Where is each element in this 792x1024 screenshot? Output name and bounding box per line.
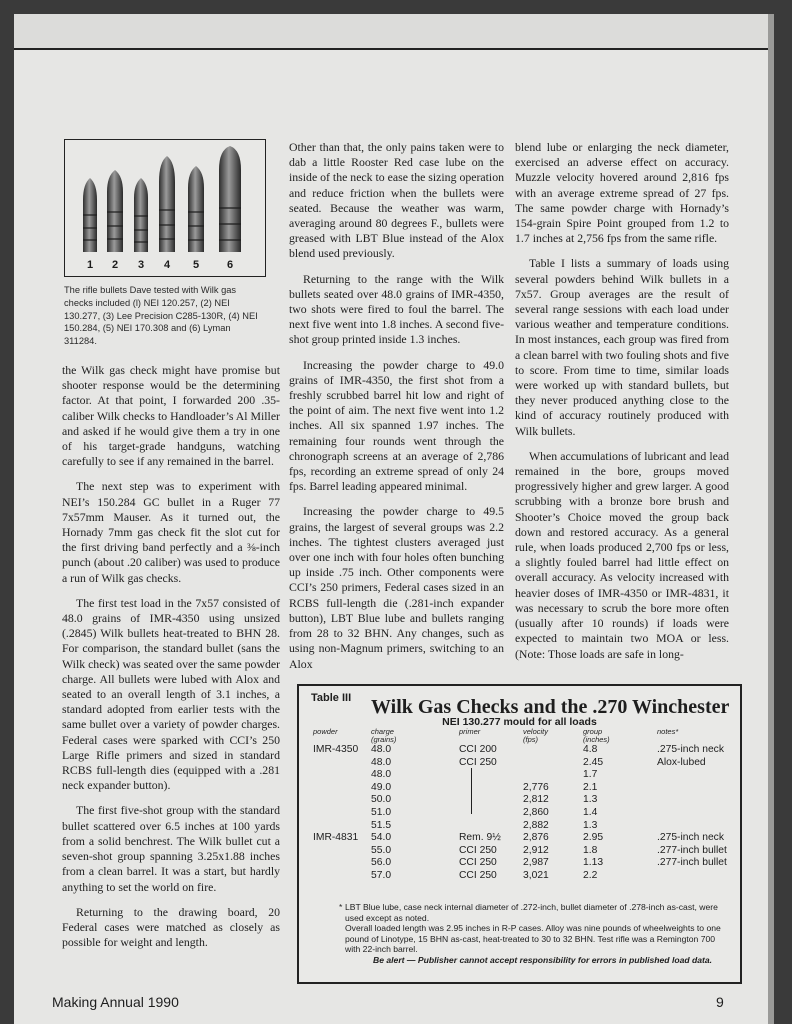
bullet-6 (219, 146, 241, 252)
table-subtitle: NEI 130.277 mould for all loads (442, 716, 597, 728)
bullet-number-1: 1 (86, 259, 94, 271)
header-notes: notes* (657, 727, 679, 736)
table-row (299, 782, 740, 794)
bullet-illustration (65, 140, 265, 276)
header-charge (371, 728, 396, 744)
table-row (299, 870, 740, 882)
page-edge-shadow (768, 14, 774, 1024)
paragraph: Table I lists a summary of loads using several powders behind Wilk bullets in a 7x57. Group averages are the result of several range sessions with each load under various weather and temperature conditions. In most instances, each group was fired from a clean barrel with two fouling shots and five to score. From time to time, similar loads were worked up with standard bullets, but they never produced anything close to the kind of accuracy routinely produced with Wilk bullets. (515, 256, 729, 438)
bullet-number-6: 6 (226, 259, 234, 271)
cell-velocity: 2,912 (523, 844, 549, 856)
cell-charge: 48.0 (371, 744, 392, 755)
cell-velocity: 2,776 (523, 781, 549, 793)
cell-primer: CCI 250 (459, 857, 497, 869)
table-row (299, 757, 740, 769)
paragraph: the Wilk gas check might have promise but shooter response would be the determining factor. At that point, I forwarded 200 .35-caliber Wilk checks to Handloader’s Al Miller and asked if he would give them a try in one of his target-grade handguns, watching carefully to see if any remained in the barrel. (62, 363, 280, 469)
header-group (583, 728, 610, 744)
cell-notes: .275-inch neck (657, 832, 724, 844)
paragraph: The next step was to experiment with NEI’s 150.284 GC bullet in a Ruger 77 7x57mm Mauser. As it turned out, the Hornady 7mm gas check fit the slot cut for the first driving band perfectly and a ⅜-inch punch (about .20 caliber) was used to produce a run of Wilk gas checks. (62, 479, 280, 585)
cell-notes: .277-inch bullet (657, 857, 727, 869)
table-row (299, 807, 740, 819)
bullet-3 (134, 178, 148, 252)
text-column-2 (289, 140, 504, 682)
cell-notes: .277-inch bullet (657, 844, 727, 856)
cell-group: 2.45 (583, 756, 604, 768)
header-charge-unit: (grains) (371, 735, 397, 744)
table-row (299, 820, 740, 832)
cell-primer: CCI 250 (459, 870, 497, 881)
bullet-number-4: 4 (163, 259, 171, 271)
bullet-4 (159, 156, 175, 252)
table-row (299, 744, 740, 756)
header-group-unit: (inches) (583, 735, 610, 744)
paragraph: Returning to the drawing board, 20 Federal cases were matched as closely as possible for weight and length. (62, 904, 280, 950)
footnote-2: Overall loaded length was 2.95 inches in R-P cases. Alloy was nine pounds of wheelweights to one pound of Linotype, 15 BHN as-cast, heat-treated to 30 to 32 BHN. Test rifle was a Remington 700 with 22-inch barrel. (345, 923, 721, 955)
bullet-number-5: 5 (192, 259, 200, 271)
header-group-label: group (583, 727, 603, 736)
bullet-photo (64, 139, 266, 277)
paragraph: When accumulations of lubricant and lead remained in the bore, groups moved progressively higher and grew larger. A good scrubbing with a bronze bore brush and Shooter’s Choice moved the group back down and restored accuracy. As a general rule, when loads produced 2,700 fps or less, a slightly fouled barrel had little effect on overall accuracy. As velocity increased with heavier doses of IMR-4350 or IMR-4831, it was necessary to scrub the bore more often (usually after 10 rounds) if loads were expected to maintain two MOA or less. (Note: Those loads are safe in long- (515, 448, 729, 661)
cell-powder: IMR-4831 (313, 832, 359, 844)
cell-charge: 54.0 (371, 832, 392, 844)
footnote-mark: * (339, 902, 343, 912)
cell-group: 1.13 (583, 857, 604, 869)
table-row (299, 832, 740, 844)
cell-velocity: 2,812 (523, 794, 549, 806)
cell-primer: CCI 200 (459, 744, 497, 755)
paragraph: Increasing the powder charge to 49.0 grains of IMR-4350, the first shot from a freshly scrubbed barrel hit low and right of the point of aim. The next five went into 1.2 inches. All six spanned 1.97 inches. The remaining four rounds went through the chronograph screens at an average of 2,786 fps, recording an extreme spread of only 24 fps. Barrel leading appeared minimal. (289, 357, 504, 494)
header-powder: powder (313, 727, 338, 736)
cell-velocity: 2,882 (523, 819, 549, 831)
paragraph: Returning to the range with the Wilk bullets seated over 48.0 grains of IMR-4350, two shots were fired to foul the barrel. The next five went into 1.8 inches. A second five-shot group printed inside 1.3 inches. (289, 271, 504, 347)
table-row (299, 845, 740, 857)
cell-group: 2.95 (583, 832, 604, 844)
cell-charge: 51.0 (371, 807, 392, 818)
footnote-1: LBT Blue lube, case neck internal diameter of .272-inch, bullet diameter of .278-inch as-cast, were used except as noted. (345, 902, 718, 923)
cell-group: 1.3 (583, 794, 598, 806)
cell-velocity: 2,860 (523, 807, 549, 818)
header-primer: primer (459, 727, 481, 736)
cell-group: 1.7 (583, 769, 598, 781)
cell-primer: CCI 250 (459, 756, 497, 768)
magazine-page (14, 14, 774, 1024)
cell-charge: 48.0 (371, 769, 392, 781)
cell-charge: 50.0 (371, 794, 392, 806)
cell-charge: 51.5 (371, 819, 392, 831)
table-label: Table III (311, 692, 352, 704)
paragraph: The first five-shot group with the standard bullet scattered over 6.5 inches at 100 yards from a solid benchrest. The Wilk bullet cut a seven-shot group spanning 3.25x1.88 inches from a clean barrel. It was a start, but hardly anything to set the world on fire. (62, 803, 280, 894)
page-number: 9 (716, 994, 724, 1010)
load-data-table (297, 684, 742, 984)
cell-group: 2.1 (583, 781, 598, 793)
cell-charge: 48.0 (371, 756, 392, 768)
table-footnotes (339, 902, 725, 966)
text-column-3 (515, 140, 729, 672)
cell-group: 1.4 (583, 807, 598, 818)
bullet-number-2: 2 (111, 259, 119, 271)
photo-caption: The rifle bullets Dave tested with Wilk gas checks included (l) NEI 120.257, (2) NEI 130.277, (3) Lee Precision C285-130R, (4) NEI 150.284, (5) NEI 170.308 and (6) Lyman 311284. (64, 285, 258, 347)
header-rule (14, 48, 774, 50)
cell-group: 1.8 (583, 844, 598, 856)
cell-velocity: 2,876 (523, 832, 549, 844)
text-column-1 (62, 363, 280, 960)
cell-group: 2.2 (583, 870, 598, 881)
header-velocity-unit: (fps) (523, 735, 538, 744)
cell-charge: 56.0 (371, 857, 392, 869)
header-velocity-label: velocity (523, 727, 549, 736)
cell-velocity: 2,987 (523, 857, 549, 869)
cell-velocity: 3,021 (523, 870, 549, 881)
cell-notes: .275-inch neck (657, 744, 724, 755)
publication-footer: Making Annual 1990 (52, 994, 179, 1010)
cell-group: 4.8 (583, 744, 598, 755)
paragraph: Other than that, the only pains taken were to dab a little Rooster Red case lube on the inside of the neck to ease the sizing operation and reduce friction when the bullets were seated. Because the weather was warm, averaging around 80 degrees F., bullets were greased with LBT Blue instead of the Alox blend used previously. (289, 140, 504, 261)
table-row (299, 857, 740, 869)
paragraph: blend lube or enlarging the neck diameter, exercised an adverse effect on accuracy. Muzzle velocity hovered around 2,816 fps with an average extreme spread of 27 fps. The same powder charge with Hornady’s 154-grain Spire Point grouped from 1.2 to 1.7 inches at 2,756 fps from the same rifle. (515, 140, 729, 246)
bullet-2 (107, 170, 123, 252)
page-top-band (14, 14, 774, 48)
cell-primer: Rem. 9½ (459, 832, 501, 844)
cell-charge: 55.0 (371, 844, 392, 856)
cell-charge: 57.0 (371, 870, 392, 881)
bullet-5 (188, 166, 204, 252)
cell-notes: Alox-lubed (657, 756, 706, 768)
paragraph: Increasing the powder charge to 49.5 grains, the largest of several groups was 2.2 inches. The tightest clusters averaged just over one inch with four holes often bunching up inside .75 inch. Other components were CCI’s 250 primers, Federal cases sized in an RCBS full-length die (.281-inch expander button), LBT Blue lube and bullets ranging from 28 to 32 BHN. Any changes, such as using non-Magnum primers, switching to an Alox (289, 504, 504, 671)
header-velocity (523, 728, 548, 744)
cell-group: 1.3 (583, 819, 598, 831)
table-title: Wilk Gas Checks and the .270 Winchester (371, 696, 730, 718)
cell-charge: 49.0 (371, 781, 392, 793)
paragraph: The first test load in the 7x57 consisted of 48.0 grains of IMR-4350 using unsized (.2845) Wilk bullets heat-treated to BHN 28. For comparison, the standard bullet (sans the Wilk check) was seated over the same powder charge. All bullets were lubed with Alox and seated to an overall length of 3.1 inches, a standard adopted from earlier tests with the same bullet over a variety of powder charges. Federal cases were sparked with CCI’s 250 Large Rifle primers and sized in standard RCBS full-length dies (equipped with a .281 neck expander button). (62, 595, 281, 793)
header-charge-label: charge (371, 727, 394, 736)
cell-powder: IMR-4350 (313, 744, 359, 755)
table-row (299, 794, 740, 806)
bullet-number-3: 3 (137, 259, 145, 271)
table-row (299, 769, 740, 781)
safety-warning: Be alert — Publisher cannot accept responsibility for errors in published load data. (373, 954, 713, 965)
cell-primer: CCI 250 (459, 844, 497, 856)
